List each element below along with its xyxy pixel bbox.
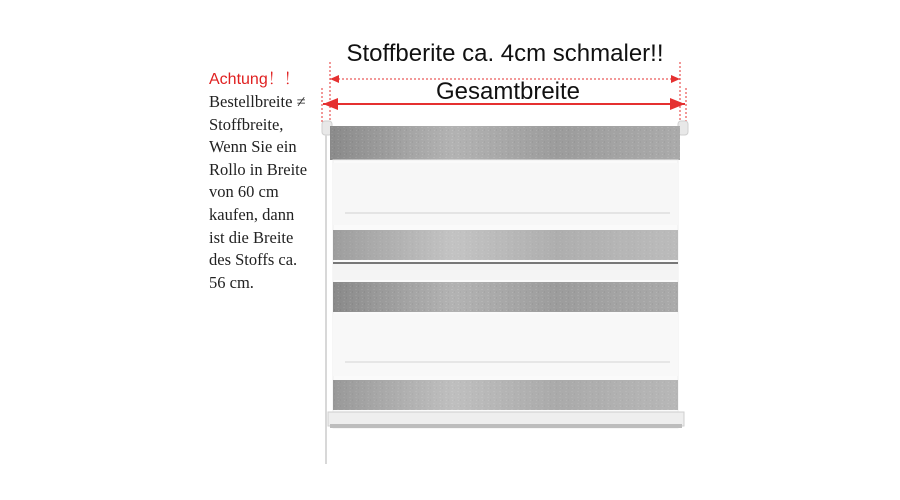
roller-blind-product — [322, 121, 688, 464]
warning-title: Achtung！！ — [209, 71, 300, 88]
total-width-label: Gesamtbreite — [435, 78, 581, 105]
fabric-width-label: Stoffberite ca. 4cm schmaler!! — [346, 40, 664, 67]
warning-note: Bestellbreite ≠ Stoffbreite, Wenn Sie ein Rollo in Breite von 60 cm kaufen, dann ist die Breite des Stoffs ca. 56 cm. — [209, 92, 308, 292]
